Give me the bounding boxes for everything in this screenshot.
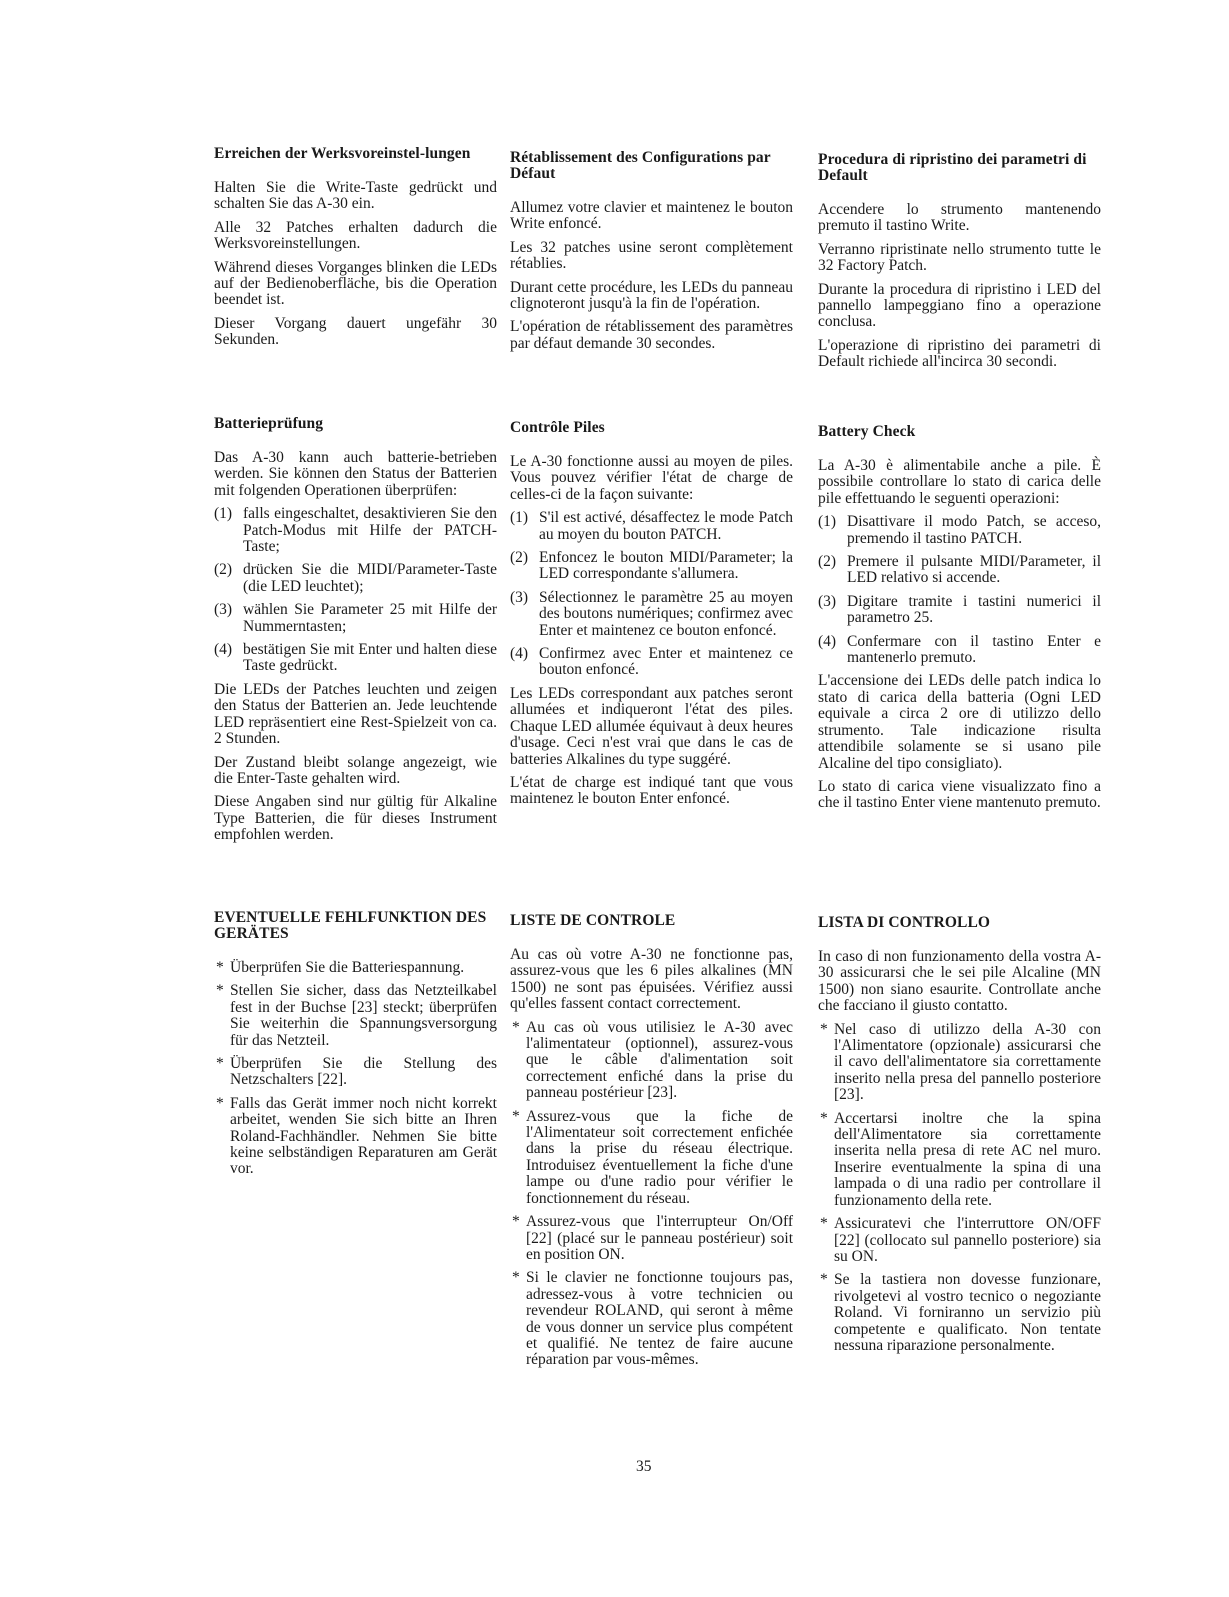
section-title: EVENTUELLE FEHLFUNKTION DES GERÄTES: [214, 909, 487, 942]
bullet-item: [818, 1272, 1101, 1354]
bullet-text: Überprüfen Sie die Batteriespannung.: [230, 959, 465, 976]
bullet-item: [214, 1056, 497, 1089]
paragraph: Lo stato di carica viene visualizzato fino a che il tastino Enter viene mantenuto premuto.: [818, 777, 1101, 812]
step-item: [214, 642, 497, 675]
section-troubleshooting-de: [214, 910, 497, 1185]
bullet-item: [510, 1270, 793, 1368]
step-number: (4): [510, 645, 529, 663]
step-number: (4): [818, 632, 837, 650]
asterisk-bullet-icon: *: [512, 1269, 520, 1287]
step-number: (4): [214, 641, 233, 659]
section-factory-reset-it: [818, 152, 1101, 378]
paragraph: Diese Angaben sind nur gültig für Alkaline Type Batterien, die für dieses Instrument empfohlen werden.: [214, 793, 497, 844]
bullet-text: Assurez-vous que la fiche de l'Alimentateur soit correctement enfichée dans la prise du réseau électrique. Introduisez éventuellement la fiche d'une lampe ou d'une radio pour vérifier le fonctionnement du réseau.: [526, 1107, 793, 1207]
page-number: 35: [636, 1458, 652, 1475]
paragraph: L'état de charge est indiqué tant que vous maintenez le bouton Enter enfoncé.: [510, 773, 793, 808]
bullet-list: [214, 960, 497, 1178]
step-text: wählen Sie Parameter 25 mit Hilfe der Nummerntasten;: [243, 601, 497, 635]
step-number: (1): [510, 509, 529, 527]
paragraph: Les LEDs correspondant aux patches seront allumées et indiqueront l'état des piles. Chaque LED allumée équivaut à deux heures d'usage. Ceci n'est vrai que dans le cas de batteries Alkalines du type suggéré.: [510, 684, 793, 768]
section-checklist-it: [818, 915, 1101, 1361]
step-item: [214, 562, 497, 595]
step-number: (3): [510, 588, 529, 606]
step-number: (2): [510, 549, 529, 567]
step-text: Sélectionnez le paramètre 25 au moyen des boutons numériques; confirmez avec Enter et maintenez ce bouton enfoncé.: [539, 588, 793, 639]
asterisk-bullet-icon: *: [512, 1107, 520, 1125]
paragraph: L'accensione dei LEDs delle patch indica lo stato di carica della batteria (Ogni LED equivale a circa 2 ore di utilizzo dello strumento. Tale indicazione risulta attendibile solamente se si usano pile Alcaline del tipo consigliato).: [818, 672, 1101, 772]
step-item: [818, 514, 1101, 547]
step-list: [214, 506, 497, 675]
section-title: Contrôle Piles: [510, 419, 605, 436]
section-factory-reset-de: [214, 146, 497, 356]
paragraph: Les 32 patches usine seront complètement rétablies.: [510, 238, 793, 273]
bullet-text: Überprüfen Sie die Stellung des Netzschalters [22].: [230, 1055, 497, 1089]
bullet-text: Accertarsi inoltre che la spina dell'Alimentatore sia correttamente inserita nella presa di rete AC nel muro. Inserire eventualmente la spina di una lampada o di una radio per controllare il funzionamento della rete.: [834, 1109, 1101, 1209]
asterisk-bullet-icon: *: [512, 1018, 520, 1036]
step-list: [510, 510, 793, 679]
section-title: Procedura di ripristino dei parametri di Default: [818, 151, 1087, 184]
step-number: (2): [818, 553, 837, 571]
asterisk-bullet-icon: *: [820, 1215, 828, 1233]
paragraph: Allumez votre clavier et maintenez le bouton Write enfoncé.: [510, 199, 793, 233]
step-text: S'il est activé, désaffectez le mode Patch au moyen du bouton PATCH.: [539, 509, 793, 543]
step-item: [818, 554, 1101, 587]
bullet-text: Assicuratevi che l'interruttore ON/OFF [22] (collocato sul pannello posteriore) sia su ON.: [834, 1215, 1101, 1265]
bullet-item: [510, 1109, 793, 1207]
paragraph: Au cas où votre A-30 ne fonctionne pas, assurez-vous que les 6 piles alkalines (MN 1500) ne sont pas épuisées. Vérifiez aussi qu'elles fassent contact correctement.: [510, 946, 793, 1013]
section-battery-check-de: [214, 416, 497, 851]
section-title: Rétablissement des Configurations par Défaut: [510, 149, 771, 182]
paragraph: L'opération de rétablissement des paramètres par défaut demande 30 secondes.: [510, 318, 793, 352]
paragraph: Das A-30 kann auch batterie-betrieben werden. Sie können den Status der Batterien mit folgenden Operationen überprüfen:: [214, 449, 497, 499]
paragraph: Der Zustand bleibt solange angezeigt, wie die Enter-Taste gehalten wird.: [214, 753, 497, 787]
asterisk-bullet-icon: *: [820, 1271, 828, 1289]
asterisk-bullet-icon: *: [216, 1094, 224, 1112]
step-item: [510, 510, 793, 543]
paragraph: Le A-30 fonctionne aussi au moyen de piles. Vous pouvez vérifier l'état de charge de celles-ci de la façon suivante:: [510, 453, 793, 503]
section-title: LISTE DE CONTROLE: [510, 912, 676, 929]
paragraph: Alle 32 Patches erhalten dadurch die Werksvoreinstellungen.: [214, 218, 497, 253]
step-item: [818, 634, 1101, 667]
asterisk-bullet-icon: *: [216, 1055, 224, 1073]
bullet-text: Stellen Sie sicher, dass das Netzteilkabel fest in der Buchse [23] steckt; überprüfen Sie weiterhin die Spannungsversorgung für das Netzteil.: [230, 982, 497, 1049]
step-text: Digitare tramite i tastini numerici il parametro 25.: [847, 592, 1101, 627]
bullet-list: [818, 1022, 1101, 1355]
paragraph: Verranno ripristinate nello strumento tutte le 32 Factory Patch.: [818, 240, 1101, 275]
bullet-text: Se la tastiera non dovesse funzionare, rivolgetevi al vostro tecnico o negoziante Roland. Vi forniranno un servizio più competente e qualificato. Non tentate nessuna riparazione personalmente.: [834, 1271, 1101, 1354]
paragraph: Durant cette procédure, les LEDs du panneau clignoteront jusqu'à la fin de l'opération.: [510, 278, 793, 313]
asterisk-bullet-icon: *: [820, 1020, 828, 1038]
step-text: Premere il pulsante MIDI/Parameter, il LED relativo si accende.: [847, 553, 1101, 587]
step-number: (1): [818, 513, 837, 531]
step-text: drücken Sie die MIDI/Parameter-Taste (die LED leuchtet);: [243, 561, 497, 595]
step-number: (3): [818, 592, 837, 610]
step-text: falls eingeschaltet, desaktivieren Sie den Patch-Modus mit Hilfe der PATCH-Taste;: [243, 505, 497, 556]
step-item: [214, 506, 497, 555]
asterisk-bullet-icon: *: [216, 959, 224, 976]
section-title: Battery Check: [818, 423, 916, 440]
step-list: [818, 514, 1101, 666]
paragraph: Dieser Vorgang dauert ungefähr 30 Sekunden.: [214, 314, 497, 349]
step-number: (1): [214, 505, 233, 523]
step-number: (2): [214, 561, 233, 579]
bullet-text: Si le clavier ne fonctionne toujours pas, adressez-vous à votre technicien ou revendeur ROLAND, qui seront à même de vous donner un service plus compétent et qualifié. Ne tentez de faire aucune réparation par vous-mêmes.: [526, 1269, 793, 1369]
section-factory-reset-fr: [510, 150, 793, 359]
bullet-text: Falls das Gerät immer noch nicht korrekt arbeitet, wenden Sie sich bitte an Ihren Roland-Fachhändler. Nehmen Sie bitte keine selbständigen Reparaturen am Gerät vor.: [230, 1094, 497, 1178]
bullet-item: [818, 1216, 1101, 1265]
step-number: (3): [214, 601, 233, 619]
asterisk-bullet-icon: *: [216, 982, 224, 1000]
bullet-text: Au cas où vous utilisiez le A-30 avec l'alimentateur (optionnel), assurez-vous que le câble d'alimentation soit correctement enfiché dans la prise du panneau postérieur [23].: [526, 1018, 793, 1102]
paragraph: Durante la procedura di ripristino i LED del pannello lampeggiano fino a operazione conclusa.: [818, 280, 1101, 331]
step-text: bestätigen Sie mit Enter und halten diese Taste gedrückt.: [243, 641, 497, 675]
bullet-text: Assurez-vous que l'interrupteur On/Off [22] (placé sur le panneau postérieur) soit en position ON.: [526, 1213, 793, 1263]
step-item: [510, 550, 793, 583]
step-text: Confirmez avec Enter et maintenez ce bouton enfoncé.: [539, 645, 793, 679]
paragraph: Die LEDs der Patches leuchten und zeigen den Status der Batterien an. Jede leuchtende LED repräsentiert eine Rest-Spielzeit von ca. 2 Stunden.: [214, 680, 497, 748]
step-item: [214, 602, 497, 635]
asterisk-bullet-icon: *: [820, 1109, 828, 1127]
paragraph: La A-30 è alimentabile anche a pile. È possibile controllare lo stato di carica delle pile effettuando le seguenti operazioni:: [818, 457, 1101, 507]
paragraph: Halten Sie die Write-Taste gedrückt und schalten Sie das A-30 ein.: [214, 179, 497, 213]
bullet-item: [818, 1022, 1101, 1104]
step-item: [818, 594, 1101, 627]
step-text: Disattivare il modo Patch, se acceso, premendo il tastino PATCH.: [847, 513, 1101, 547]
section-checklist-fr: [510, 913, 793, 1376]
section-battery-check-fr: [510, 420, 793, 815]
paragraph: Accendere lo strumento mantenendo premuto il tastino Write.: [818, 201, 1101, 235]
step-item: [510, 646, 793, 679]
paragraph: Während dieses Vorganges blinken die LEDs auf der Bedienoberfläche, bis die Operation beendet ist.: [214, 258, 497, 309]
bullet-list: [510, 1020, 793, 1369]
bullet-item: [818, 1111, 1101, 1209]
paragraph: In caso di non funzionamento della vostra A-30 assicurarsi che le sei pile Alcaline (MN 1500) non siano esaurite. Controllate anche che facciano il giusto contatto.: [818, 948, 1101, 1015]
section-title: Erreichen der Werksvoreinstel-lungen: [214, 145, 471, 162]
bullet-item: [214, 983, 497, 1049]
section-title: Batterieprüfung: [214, 415, 324, 432]
bullet-item: [510, 1214, 793, 1263]
bullet-text: Nel caso di utilizzo della A-30 con l'Alimentatore (opzionale) assicurarsi che il cavo dell'alimentatore sia correttamente inserito nella presa del pannello posteriore [23].: [834, 1020, 1101, 1104]
section-battery-check-it: [818, 424, 1101, 819]
bullet-item: [214, 1096, 497, 1178]
step-text: Confermare con il tastino Enter e mantenerlo premuto.: [847, 632, 1101, 667]
asterisk-bullet-icon: *: [512, 1213, 520, 1231]
step-item: [510, 590, 793, 639]
bullet-item: [214, 960, 497, 976]
step-text: Enfoncez le bouton MIDI/Parameter; la LED correspondante s'allumera.: [539, 549, 793, 583]
section-title: LISTA DI CONTROLLO: [818, 914, 991, 931]
bullet-item: [510, 1020, 793, 1102]
paragraph: L'operazione di ripristino dei parametri di Default richiede all'incirca 30 secondi.: [818, 336, 1101, 371]
